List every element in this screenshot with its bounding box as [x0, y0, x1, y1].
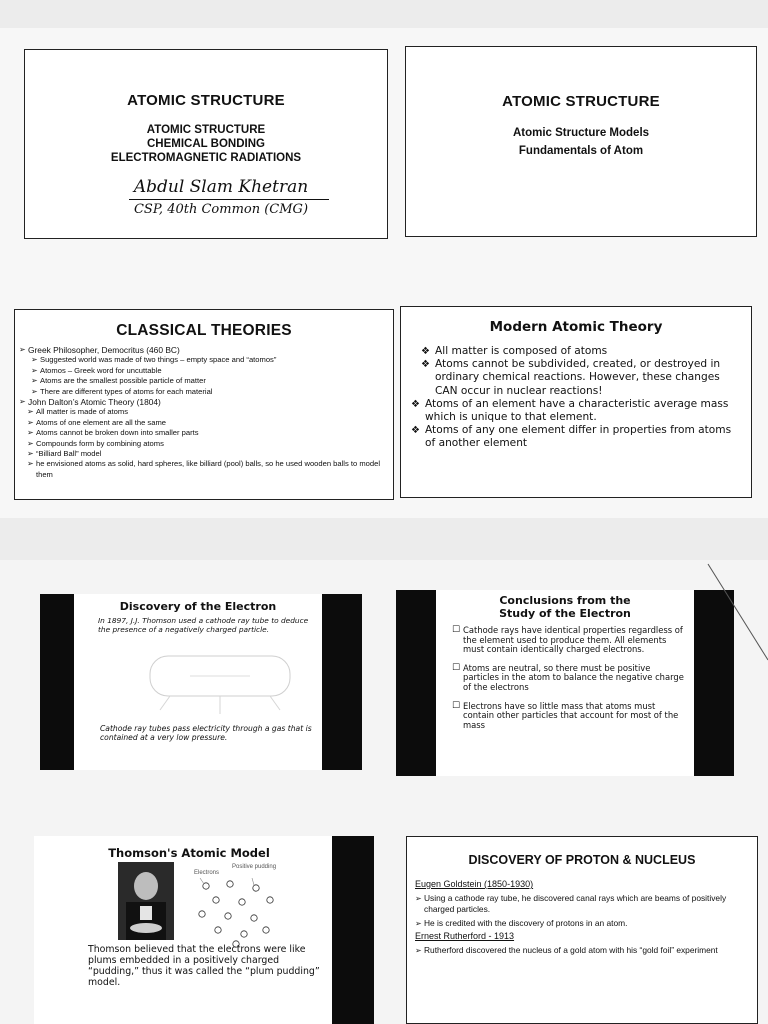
list-item: ➢ Suggested world was made of two things – empty space and “atomos” — [31, 355, 387, 365]
subtitle-line: Fundamentals of Atom — [518, 145, 644, 157]
title-line: Study of the Electron — [499, 607, 631, 620]
cathode-ray-tube-diagram — [130, 644, 310, 716]
subtitle-line: ELECTROMAGNETIC RADIATIONS — [110, 152, 302, 164]
list-item: ➢ He is credited with the discovery of protons in an atom. — [415, 918, 749, 929]
classical-theories-list — [19, 345, 387, 480]
slide-discovery-of-electron — [40, 594, 362, 770]
list-item: ➢ There are different types of atoms for each material — [31, 387, 387, 397]
left-bar — [396, 590, 436, 776]
list-item: ➢ Atoms are the smallest possible particle of matter — [31, 376, 387, 386]
list-item: ➢ Atoms of one element are all the same — [27, 418, 387, 428]
slide-title: ATOMIC STRUCTURE — [127, 92, 285, 109]
conclusions-list — [452, 626, 688, 730]
slide-title: Modern Atomic Theory — [489, 319, 663, 335]
signature-rule — [129, 199, 329, 200]
electron-intro: In 1897, J.J. Thomson used a cathode ray tube to deduce the presence of a negatively charged particle. — [98, 616, 309, 634]
proton-nucleus-body — [415, 879, 749, 956]
thomson-body-text: Thomson believed that the electrons were like plums embedded in a positively charged “pudding,” thus it was called the “plum pudding” model. — [88, 944, 320, 988]
electrons-label: Electrons — [194, 870, 220, 876]
list-item: ➢ John Dalton’s Atomic Theory (1804) — [19, 397, 387, 407]
list-item: ➢ Greek Philosopher, Democritus (460 BC) — [19, 345, 387, 355]
slide-atomic-structure-title — [24, 49, 388, 239]
list-item: ➢ Atoms cannot be broken down into smaller parts — [27, 428, 387, 438]
left-bar — [40, 594, 74, 770]
list-item: ➢ Using a cathode ray tube, he discovered canal rays which are beams of positively charged particles. — [415, 893, 749, 915]
plum-pudding-diagram — [192, 878, 288, 948]
slide-atomic-structure-models — [405, 46, 757, 237]
list-item: ❖ Atoms of any one element differ in properties from atoms of another element — [411, 424, 743, 450]
electron-caption: Cathode ray tubes pass electricity through a gas that is contained at a very low pressure. — [100, 724, 312, 743]
list-item: ❖ Atoms cannot be subdivided, created, or destroyed in ordinary chemical reactions. However, these changes CAN occur in nuclear reactions! — [421, 358, 743, 398]
slide-title: DISCOVERY OF PROTON & NUCLEUS — [468, 853, 696, 867]
subtitle-line: ATOMIC STRUCTURE — [146, 124, 266, 136]
right-bar — [332, 836, 374, 1024]
slide-thomson-model — [34, 836, 374, 1024]
slide-title: Thomson's Atomic Model — [108, 846, 270, 860]
list-item: ❖ All matter is composed of atoms — [421, 345, 743, 358]
list-item: ➢ “Billiard Ball” model — [27, 449, 387, 459]
slide-conclusions-electron — [396, 590, 734, 776]
pudding-label: Positive pudding — [232, 864, 277, 870]
slide-subtitle-list — [406, 124, 756, 160]
subtitle-line: Atomic Structure Models — [512, 127, 650, 139]
list-item: ☐ Electrons have so little mass that atoms must contain other particles that account for most of the mass — [452, 702, 688, 731]
slide-title: CLASSICAL THEORIES — [116, 322, 292, 339]
slide-proton-nucleus — [406, 836, 758, 1024]
slide-classical-theories — [14, 309, 394, 500]
scan-edge-line — [700, 560, 768, 670]
title-line: Conclusions from the — [499, 594, 631, 607]
section-heading: Ernest Rutherford - 1913 — [415, 931, 515, 941]
signature-credential: CSP, 40th Common (CMG) — [133, 202, 309, 217]
section-heading: Eugen Goldstein (1850-1930) — [415, 879, 534, 889]
list-item: ☐ Cathode rays have identical properties regardless of the element used to produce them. All elements must contain identically charged electrons. — [452, 626, 688, 655]
modern-theory-list — [411, 345, 743, 451]
slide-title: ATOMIC STRUCTURE — [502, 93, 660, 110]
thomson-portrait-photo — [118, 862, 174, 940]
right-bar — [322, 594, 362, 770]
list-item: ➢ All matter is made of atoms — [27, 407, 387, 417]
slide-title — [436, 594, 694, 620]
list-item: ➢ he envisioned atoms as solid, hard spheres, like billiard (pool) balls, so he used wooden balls to model them — [27, 459, 387, 480]
subtitle-line: CHEMICAL BONDING — [147, 138, 265, 150]
slide-title: Discovery of the Electron — [119, 600, 277, 613]
slide-subtitle-list — [25, 123, 387, 165]
list-item: ☐ Atoms are neutral, so there must be positive particles in the atom to balance the negative charge of the electrons — [452, 664, 688, 693]
list-item: ➢ Atomos – Greek word for uncuttable — [31, 366, 387, 376]
list-item: ➢ Rutherford discovered the nucleus of a gold atom with his “gold foil” experiment — [415, 945, 749, 956]
list-item: ➢ Compounds form by combining atoms — [27, 439, 387, 449]
signature-name: Abdul Slam Khetran — [133, 177, 309, 197]
list-item: ❖ Atoms of an element have a characteristic average mass which is unique to that element. — [411, 398, 743, 424]
slide-modern-atomic-theory — [400, 306, 752, 498]
